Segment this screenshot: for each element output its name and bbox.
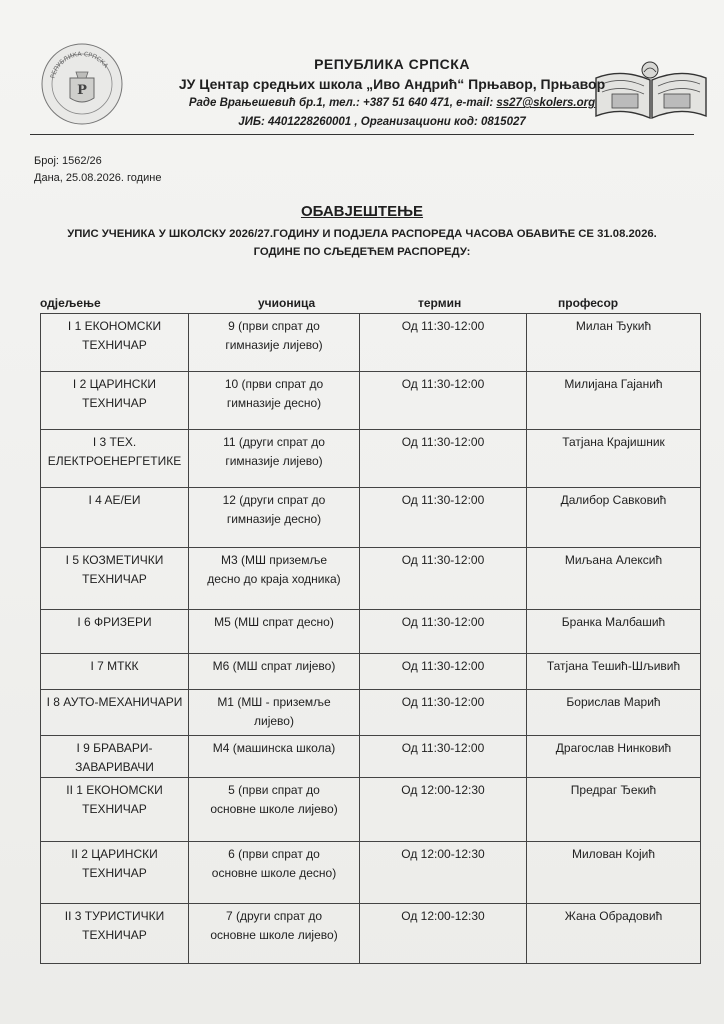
cell-teacher: Татјана Крајишник — [527, 430, 701, 488]
cell-room: 11 (други спрат до гимназије лијево) — [189, 430, 360, 488]
table-row — [41, 372, 701, 430]
svg-text:РЕПУБЛИКА СРПСКА: РЕПУБЛИКА СРПСКА — [49, 50, 110, 80]
republic-heading: РЕПУБЛИКА СРПСКА — [314, 56, 470, 72]
cell-class: I 9 БРАВАРИ- ЗАВАРИВАЧИ — [41, 736, 189, 778]
cell-time: Од 11:30-12:00 — [360, 610, 527, 654]
table-row — [41, 736, 701, 778]
cell-room: 10 (први спрат до гимназије десно) — [189, 372, 360, 430]
cell-class: I 6 ФРИЗЕРИ — [41, 610, 189, 654]
cell-class: I 5 КОЗМЕТИЧКИ ТЕХНИЧАР — [41, 548, 189, 610]
cell-time: Од 11:30-12:00 — [360, 690, 527, 736]
cell-room: 7 (други спрат до основне школе лијево) — [189, 904, 360, 964]
cell-teacher: Борислав Марић — [527, 690, 701, 736]
table-row — [41, 488, 701, 548]
table-row — [41, 690, 701, 736]
cell-teacher: Предраг Ђекић — [527, 778, 701, 842]
cell-room: 9 (први спрат до гимназије лијево) — [189, 314, 360, 372]
table-row — [41, 842, 701, 904]
cell-class: II 1 ЕКОНОМСКИ ТЕХНИЧАР — [41, 778, 189, 842]
email-link[interactable]: ss27@skolers.org — [496, 97, 596, 109]
school-address — [0, 97, 724, 109]
cell-class: I 2 ЦАРИНСКИ ТЕХНИЧАР — [41, 372, 189, 430]
notice-line-1: УПИС УЧЕНИКА У ШКОЛСКУ 2026/27.ГОДИНУ И ПОДЈЕЛА РАСПОРЕДА ЧАСОВА ОБАВИЋЕ СЕ 31.08.2026. — [67, 228, 657, 240]
cell-class: I 3 ТЕХ. ЕЛЕКТРОЕНЕРГЕТИКЕ — [41, 430, 189, 488]
cell-room: М4 (машинска школа) — [189, 736, 360, 778]
cell-room: М6 (МШ спрат лијево) — [189, 654, 360, 690]
schedule-table-body — [41, 314, 701, 964]
table-row — [41, 314, 701, 372]
column-header-teacher: професор — [558, 296, 619, 310]
table-row — [41, 430, 701, 488]
cell-time: Од 12:00-12:30 — [360, 778, 527, 842]
column-header-room: учионица — [258, 296, 316, 310]
header-divider — [30, 134, 694, 135]
schedule-table — [40, 313, 701, 964]
cell-class: I 1 ЕКОНОМСКИ ТЕХНИЧАР — [41, 314, 189, 372]
cell-class: II 3 ТУРИСТИЧКИ ТЕХНИЧАР — [41, 904, 189, 964]
cell-time: Од 12:00-12:30 — [360, 842, 527, 904]
cell-teacher: Бранка Малбашић — [527, 610, 701, 654]
cell-class: I 7 МТКК — [41, 654, 189, 690]
table-row — [41, 778, 701, 842]
table-row — [41, 904, 701, 964]
cell-time: Од 11:30-12:00 — [360, 372, 527, 430]
cell-time: Од 11:30-12:00 — [360, 548, 527, 610]
document-number: Број: 1562/26 — [34, 155, 102, 167]
cell-teacher: Милан Ђукић — [527, 314, 701, 372]
column-header-class: одјељење — [40, 296, 101, 310]
cell-time: Од 11:30-12:00 — [360, 314, 527, 372]
column-header-time: термин — [418, 296, 462, 310]
notice-line-2: ГОДИНЕ ПО СЉЕДЕЋЕМ РАСПОРЕДУ: — [253, 246, 471, 258]
address-text: Раде Врањешевић бр.1, тел.: +387 51 640 471, e-mail: — [188, 97, 497, 109]
cell-teacher: Жана Обрадовић — [527, 904, 701, 964]
svg-text:Р: Р — [77, 83, 87, 98]
cell-room: 5 (први спрат до основне школе лијево) — [189, 778, 360, 842]
cell-room: М3 (МШ приземље десно до краја ходника) — [189, 548, 360, 610]
cell-room: М1 (МШ - приземље лијево) — [189, 690, 360, 736]
cell-class: I 4 AE/ЕИ — [41, 488, 189, 548]
cell-teacher: Драгослав Нинковић — [527, 736, 701, 778]
school-name: ЈУ Центар средњих школа „Иво Андрић“ Прњавор, Прњавор — [178, 76, 606, 92]
cell-teacher: Далибор Савковић — [527, 488, 701, 548]
cell-teacher: Татјана Тешић-Шљивић — [527, 654, 701, 690]
notice-title: ОБАВЈЕШТЕЊЕ — [300, 203, 424, 220]
table-row — [41, 654, 701, 690]
cell-class: II 2 ЦАРИНСКИ ТЕХНИЧАР — [41, 842, 189, 904]
cell-room: 12 (други спрат до гимназије десно) — [189, 488, 360, 548]
cell-teacher: Миљана Алексић — [527, 548, 701, 610]
cell-teacher: Милијана Гајанић — [527, 372, 701, 430]
school-ids: ЈИБ: 4401228260001 , Организациони код: 0815027 — [238, 116, 526, 128]
cell-time: Од 12:00-12:30 — [360, 904, 527, 964]
cell-class: I 8 АУТО-МЕХАНИЧАРИ — [41, 690, 189, 736]
cell-time: Од 11:30-12:00 — [360, 430, 527, 488]
table-row — [41, 610, 701, 654]
cell-teacher: Милован Којић — [527, 842, 701, 904]
cell-time: Од 11:30-12:00 — [360, 488, 527, 548]
document-date: Дана, 25.08.2026. године — [34, 172, 162, 184]
cell-time: Од 11:30-12:00 — [360, 736, 527, 778]
table-row — [41, 548, 701, 610]
cell-room: 6 (први спрат до основне школе десно) — [189, 842, 360, 904]
cell-time: Од 11:30-12:00 — [360, 654, 527, 690]
cell-room: М5 (МШ спрат десно) — [189, 610, 360, 654]
